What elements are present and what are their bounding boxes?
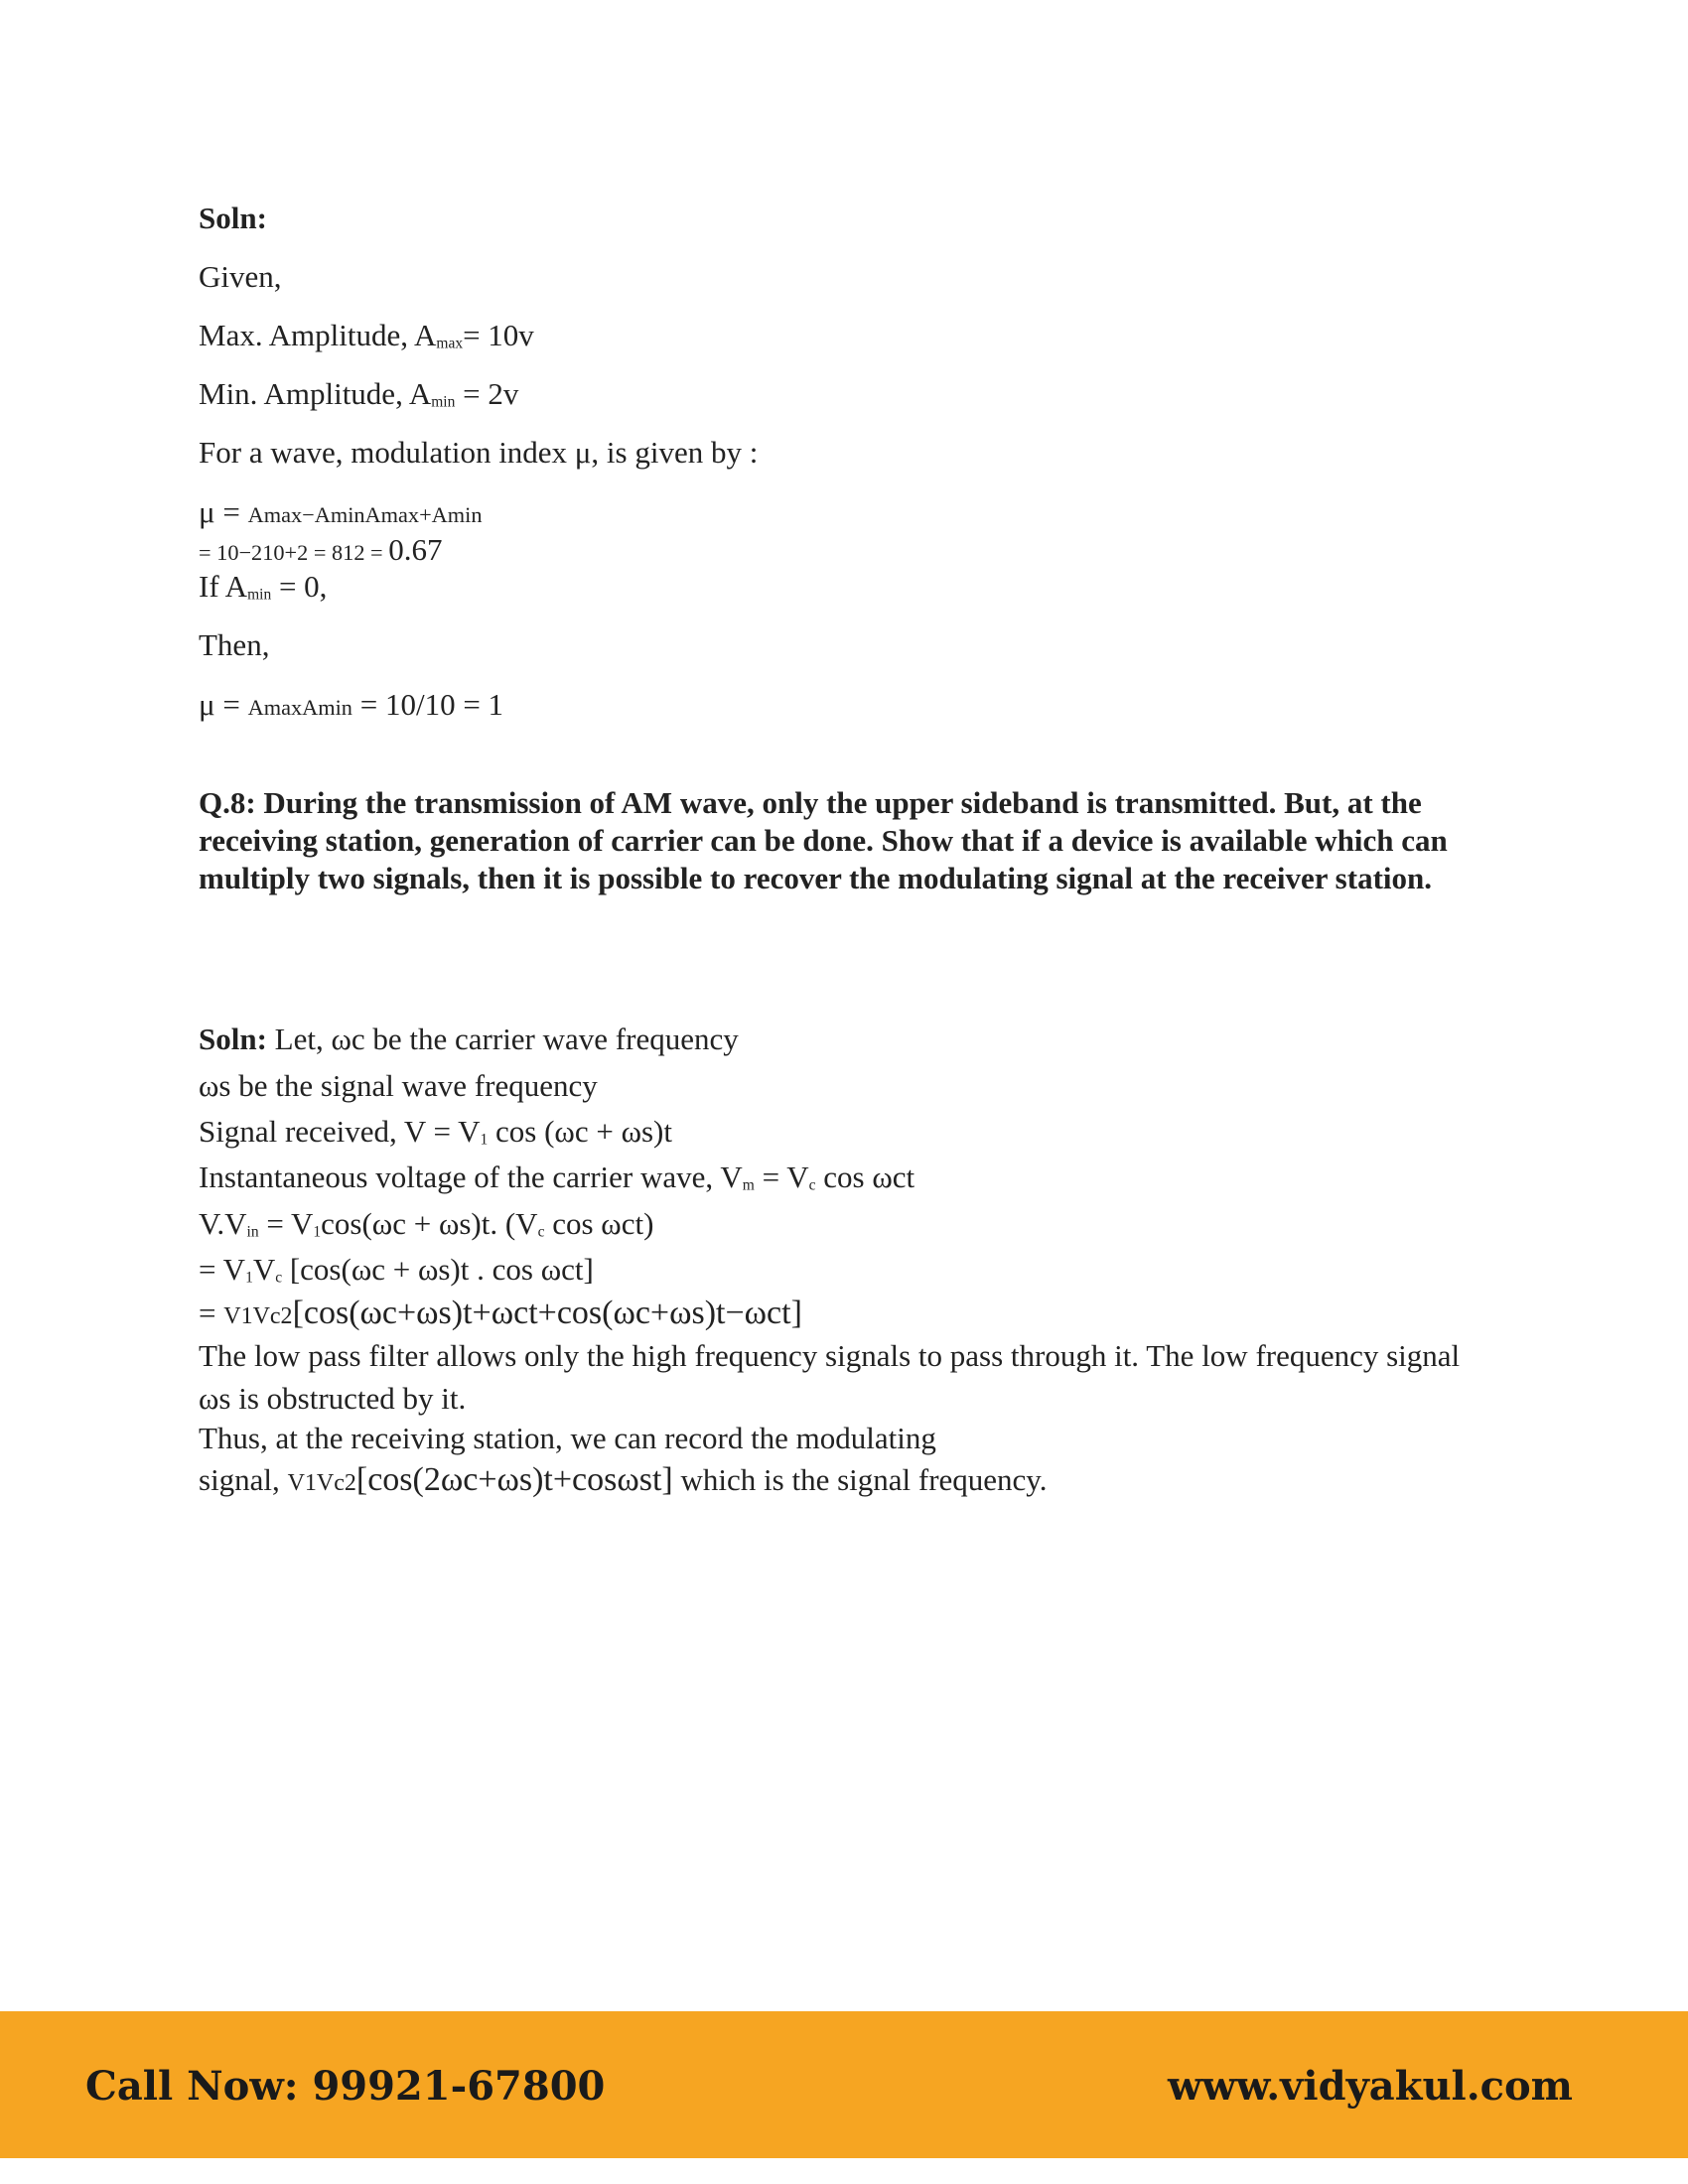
calc-lead: = 10−210+2 = 812 =: [199, 540, 389, 565]
low-pass-filter-paragraph: The low pass filter allows only the high frequency signals to pass through it. The low frequency signal ωs is obstructed by it.: [199, 1338, 1461, 1416]
trig-identity-line: [199, 1295, 802, 1335]
mu-result-formula: [199, 686, 503, 727]
calc-result: 0.67: [388, 532, 443, 567]
carrier-frequency-text: Let, ωc be the carrier wave frequency: [266, 1022, 739, 1056]
recovered-tail: which is the signal frequency.: [672, 1462, 1048, 1497]
expansion-b: V: [252, 1252, 276, 1287]
signal-received-expr: cos (ωc + ωs)t: [488, 1114, 672, 1149]
then-text: Then,: [199, 627, 270, 662]
mu2-result: = 10/10 = 1: [352, 687, 504, 722]
if-value: = 0,: [271, 569, 328, 604]
expansion-c: [cos(ωc + ωs)t . cos ωct]: [282, 1252, 594, 1287]
modulation-intro: For a wave, modulation index μ, is given by :: [199, 435, 759, 470]
mu-formula: [199, 493, 482, 534]
given-text: Given,: [199, 259, 282, 294]
footer-banner: [0, 2011, 1688, 2158]
min-amplitude-line: [199, 375, 518, 421]
expansion-a: = V: [199, 1252, 246, 1287]
if-amin-line: [199, 568, 327, 614]
bottom-margin: [0, 2158, 1688, 2184]
carrier-voltage-line: [199, 1159, 914, 1204]
signal-frequency-line: ωs be the signal wave frequency: [199, 1068, 598, 1103]
question-8: Q.8: During the transmission of AM wave, only the upper sideband is transmitted. But, at the receiving station, generation of carrier can be done. Show that if a device is available which can multiply two signals, then it is possible to recover the modulating signal at the receiver station.: [199, 785, 1448, 895]
trig-fraction: V1Vc2: [223, 1303, 293, 1329]
thus-line: Thus, at the receiving station, we can record the modulating: [199, 1421, 936, 1455]
product-c: cos(ωc + ωs)t. (V: [321, 1206, 538, 1241]
recovered-fraction: V1Vc2: [287, 1470, 356, 1496]
product-d: cos ωct): [544, 1206, 654, 1241]
max-amplitude-value: = 10v: [463, 318, 534, 352]
signal-received-line: [199, 1113, 672, 1159]
max-amplitude-label: Max. Amplitude, A: [199, 318, 437, 352]
min-amplitude-value: = 2v: [455, 376, 519, 411]
mu2-expression: AmaxAmin: [247, 695, 352, 720]
vc-subscript-2: c: [537, 1223, 545, 1241]
carrier-voltage-expr: cos ωct: [815, 1160, 915, 1194]
max-amplitude-line: [199, 317, 534, 362]
trig-lead: =: [199, 1296, 224, 1330]
product-a: V.V: [199, 1206, 247, 1241]
mu-lead: μ =: [199, 494, 248, 529]
soln2-line1: [199, 1021, 739, 1058]
carrier-voltage-label: Instantaneous voltage of the carrier wave, V: [199, 1160, 743, 1194]
mu-expression: Amax−AminAmax+Amin: [247, 502, 483, 527]
v1-subscript-2: 1: [313, 1223, 322, 1241]
website-link[interactable]: www.vidyakul.com: [1167, 2063, 1573, 2110]
vc-subscript-3: c: [275, 1269, 283, 1287]
max-subscript: max: [436, 335, 464, 352]
vin-subscript: in: [246, 1223, 259, 1241]
vm-subscript: m: [742, 1176, 755, 1194]
min-subscript: min: [431, 393, 456, 411]
soln-heading: Soln:: [199, 201, 267, 235]
if-subscript: min: [247, 586, 272, 604]
mu-calculation: [199, 531, 442, 572]
recovered-expression: [cos(2ωc+ωs)t+cosωst]: [355, 1461, 673, 1498]
min-amplitude-label: Min. Amplitude, A: [199, 376, 432, 411]
soln2-heading: Soln:: [199, 1022, 267, 1056]
if-label: If A: [199, 569, 248, 604]
v1-subscript-3: 1: [245, 1269, 253, 1287]
signal-received-label: Signal received, V = V: [199, 1114, 481, 1149]
vc-subscript: c: [808, 1176, 816, 1194]
product-line: [199, 1205, 653, 1251]
recovered-lead: signal,: [199, 1462, 288, 1497]
product-b: = V: [258, 1206, 314, 1241]
trig-expression: [cos(ωc+ωs)t+ωct+cos(ωc+ωs)t−ωct]: [292, 1295, 802, 1331]
carrier-voltage-eq: = V: [754, 1160, 809, 1194]
expansion-line: [199, 1251, 594, 1297]
mu2-lead: μ =: [199, 687, 248, 722]
v1-subscript: 1: [480, 1131, 489, 1149]
recovered-signal-line: [199, 1461, 1048, 1502]
call-now-text[interactable]: Call Now: 99921-67800: [85, 2063, 606, 2110]
